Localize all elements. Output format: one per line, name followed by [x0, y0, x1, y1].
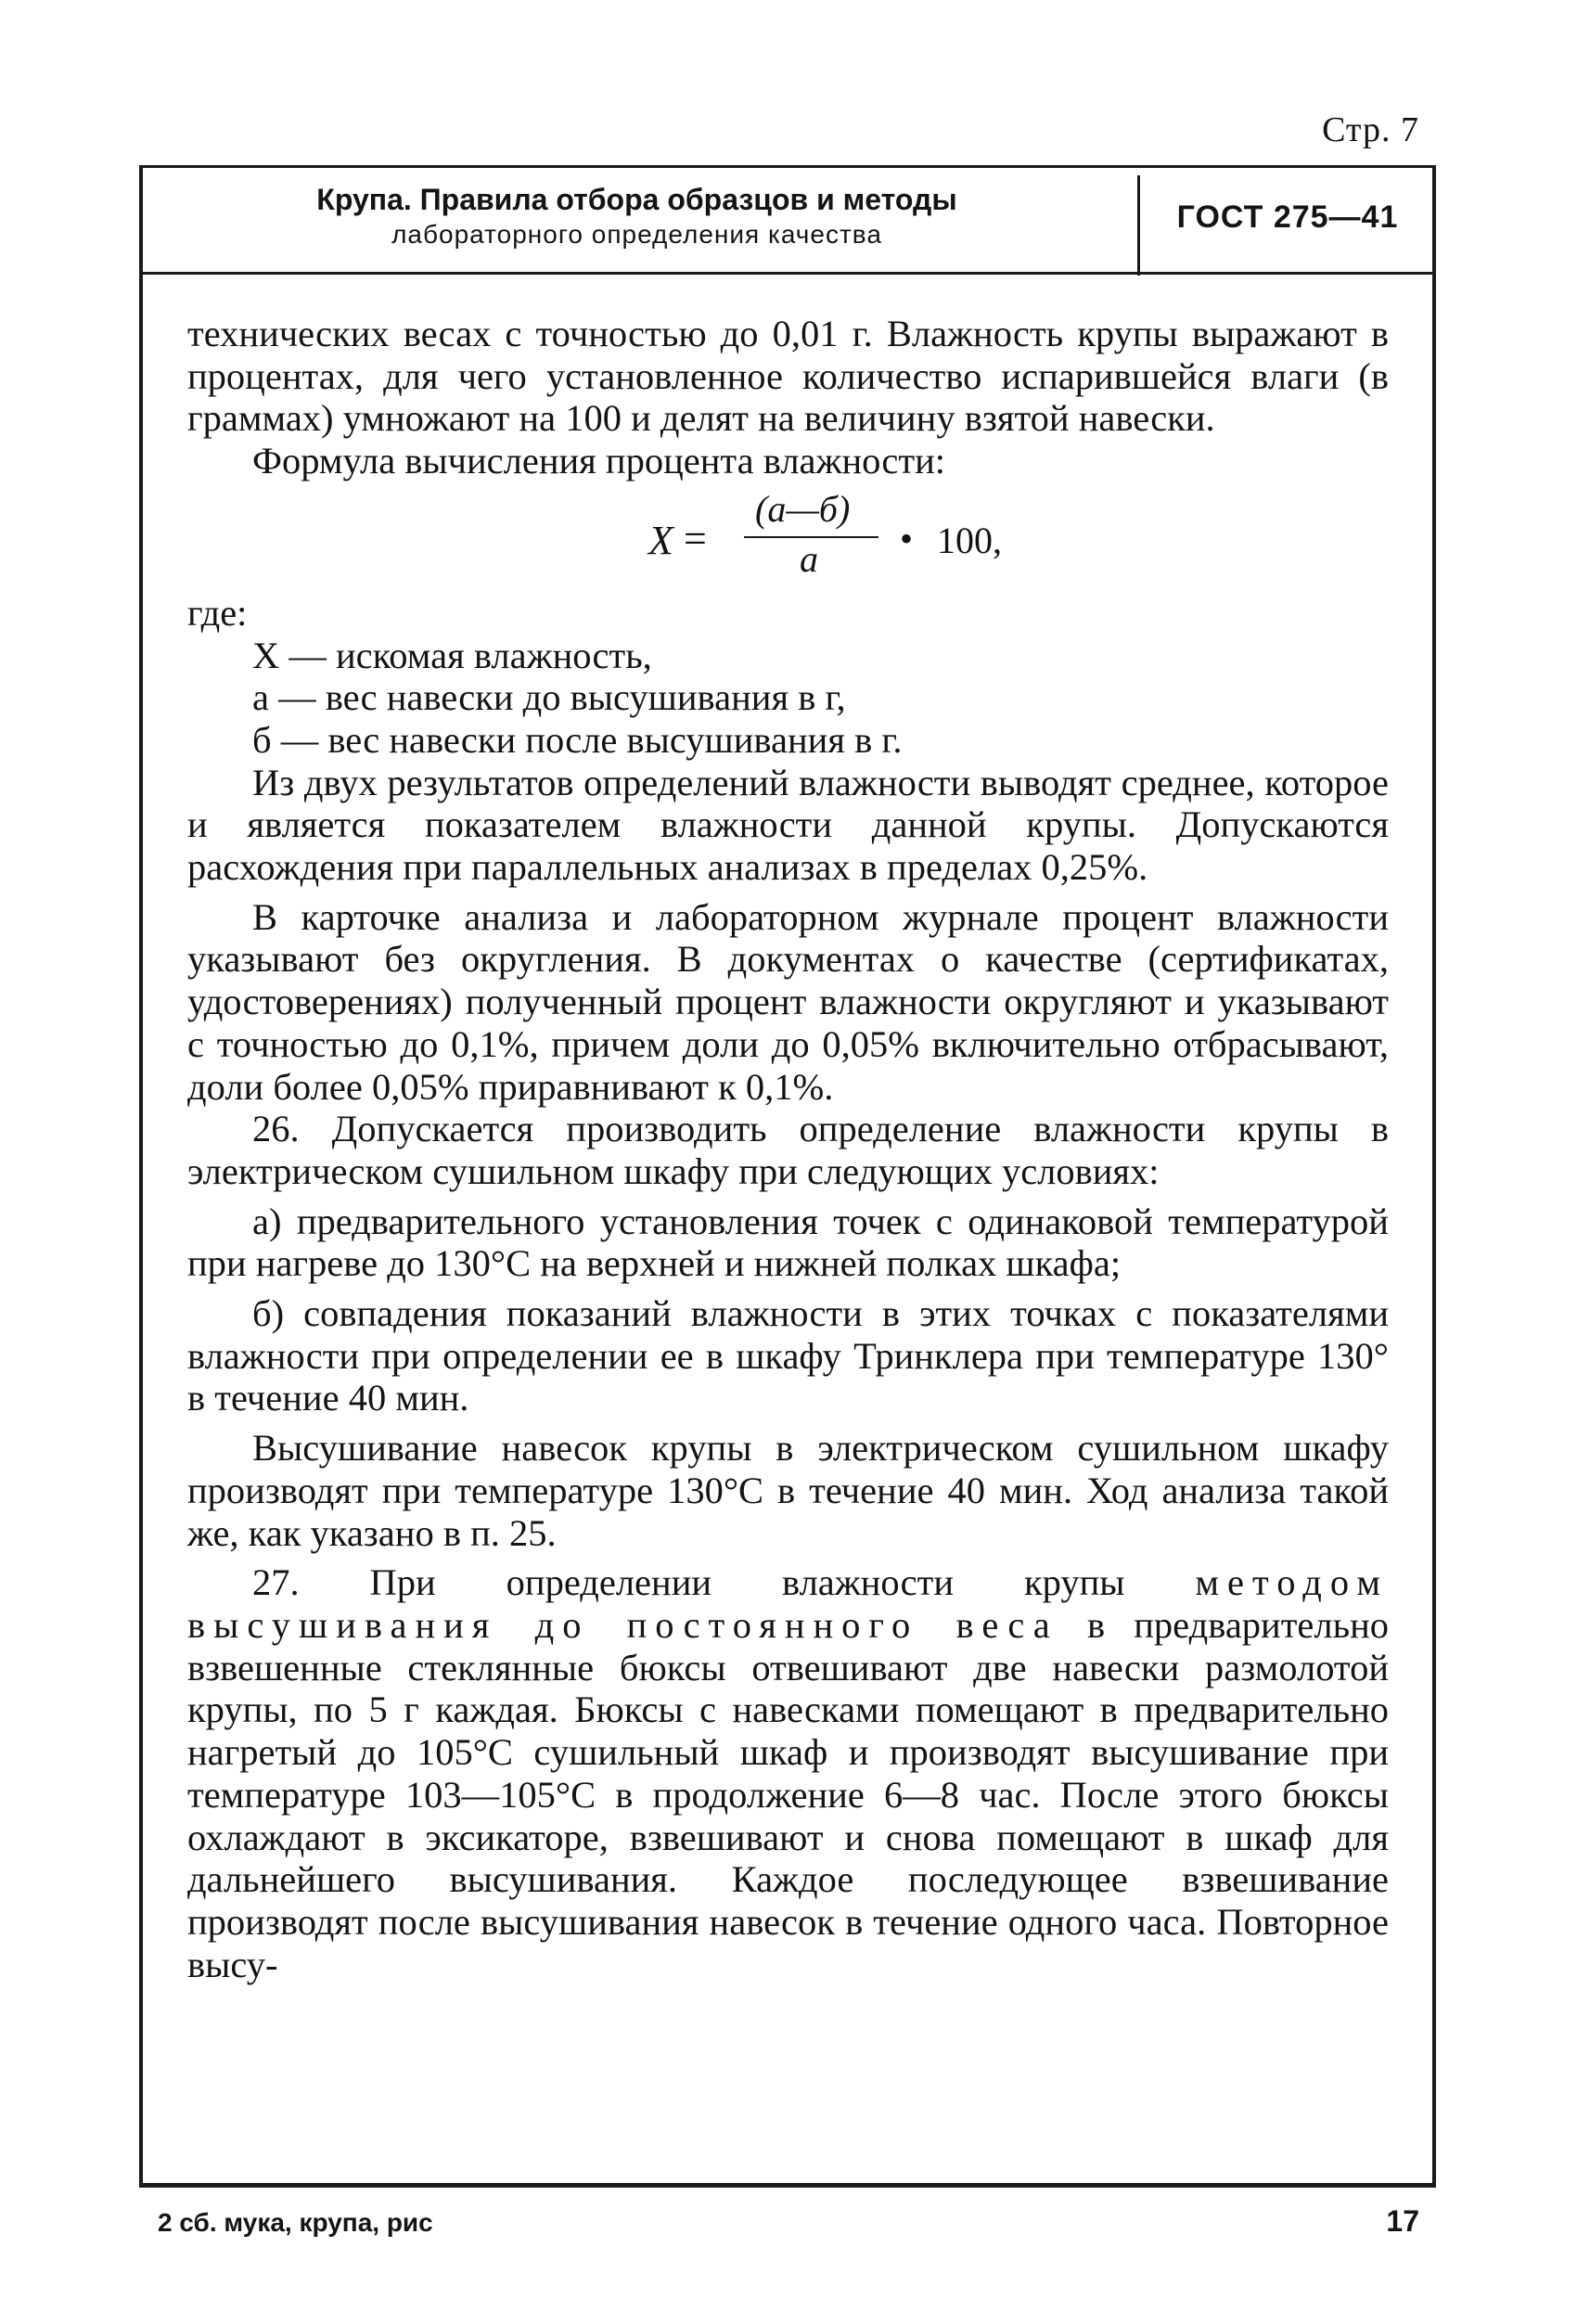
- paragraph: технических весах с точностью до 0,01 г. Влажность крупы выражают в процентах, для чего установленное количество испарившейся влаги (в граммах) умножают на 100 и делят на величину взятой навески.: [187, 313, 1389, 440]
- definition-item: X — искомая влажность,: [252, 634, 652, 676]
- paragraph: [187, 1561, 1389, 1985]
- formula-factor: 100,: [937, 519, 1002, 561]
- header-subtitle: лабораторного определения качества: [391, 220, 882, 249]
- formula-numerator: (а—б): [755, 487, 851, 530]
- definition-item: б — вес навески после высушивания в г.: [252, 718, 903, 761]
- moisture-formula: [187, 482, 1389, 592]
- paragraph: В карточке анализа и лабораторном журнале процент влажности указывают без округления. В документах о качестве (сертификатах, удостоверениях) полученный процент влажности округляют и указывают с точностью до 0,1%, причем доли до 0,05% включительно отбрасывают, доли более 0,05% приравнивают к 0,1%.: [187, 895, 1389, 1108]
- formula-denominator: а: [800, 537, 818, 580]
- paragraph: Из двух результатов определений влажности выводят среднее, которое и является показателем влажности данной крупы. Допускаются расхождения при параллельных анализах в пределах 0,25%.: [187, 761, 1389, 889]
- formula-intro: Формула вычисления процента влажности:: [252, 440, 946, 482]
- paragraph-end: в предварительно взвешенные стеклянные бюксы отвешивают две навески размолотой крупы, по 5 г каждая. Бюксы с навесками помещают в предварительно нагретый до 105°С сушильный шкаф и производят высушивание при температуре 103—105°С в продолжение 6—8 час. После этого бюксы охлаждают в эксикаторе, взвешивают и снова помещают в шкаф для дальнейшего высушивания. Каждое последующее взвешивание производят после высушивания навесок в течение одного часа. Повторное высу-: [187, 1603, 1389, 1985]
- formula-multiply: •: [900, 517, 914, 559]
- footer-signature: 2 сб. мука, крупа, рис: [158, 2208, 433, 2237]
- document-body: [187, 313, 1389, 1985]
- header-title-block: [143, 181, 1131, 251]
- paragraph: а) предварительного установления точек с одинаковой температурой при нагреве до 130°С на верхней и нижней полках шкафа;: [187, 1200, 1389, 1285]
- footer-page-number: 17: [1386, 2204, 1419, 2238]
- page-frame: [139, 165, 1436, 2188]
- where-label: где:: [187, 591, 248, 634]
- definition-item: а — вес навески до высушивания в г,: [252, 676, 846, 719]
- paragraph: б) совпадения показаний влажности в этих точках с показателями влажности при определении ее в шкафу Тринклера при температуре 130° в течение 40 мин.: [187, 1292, 1389, 1419]
- header-divider: [1137, 175, 1140, 276]
- formula-lhs: X: [648, 517, 673, 563]
- header-title: Крупа. Правила отбора образцов и методы: [316, 183, 957, 216]
- formula-equals: =: [684, 515, 707, 561]
- document-header: [143, 168, 1432, 275]
- page-number-label: Стр. 7: [1322, 110, 1419, 149]
- standard-number: ГОСТ 275—41: [1176, 199, 1399, 235]
- paragraph: 26. Допускается производить определение влажности крупы в электрическом сушильном шкафу при следующих условиях:: [187, 1108, 1389, 1192]
- spaced-emphasis: методом высушивания до постоянного веса: [187, 1561, 1389, 1646]
- paragraph: Высушивание навесок крупы в электрическом сушильном шкафу производят при температуре 130°С в течение 40 мин. Ход анализа такой же, как указано в п. 25.: [187, 1427, 1389, 1554]
- paragraph-start: 27. При определении влажности крупы: [252, 1561, 1125, 1604]
